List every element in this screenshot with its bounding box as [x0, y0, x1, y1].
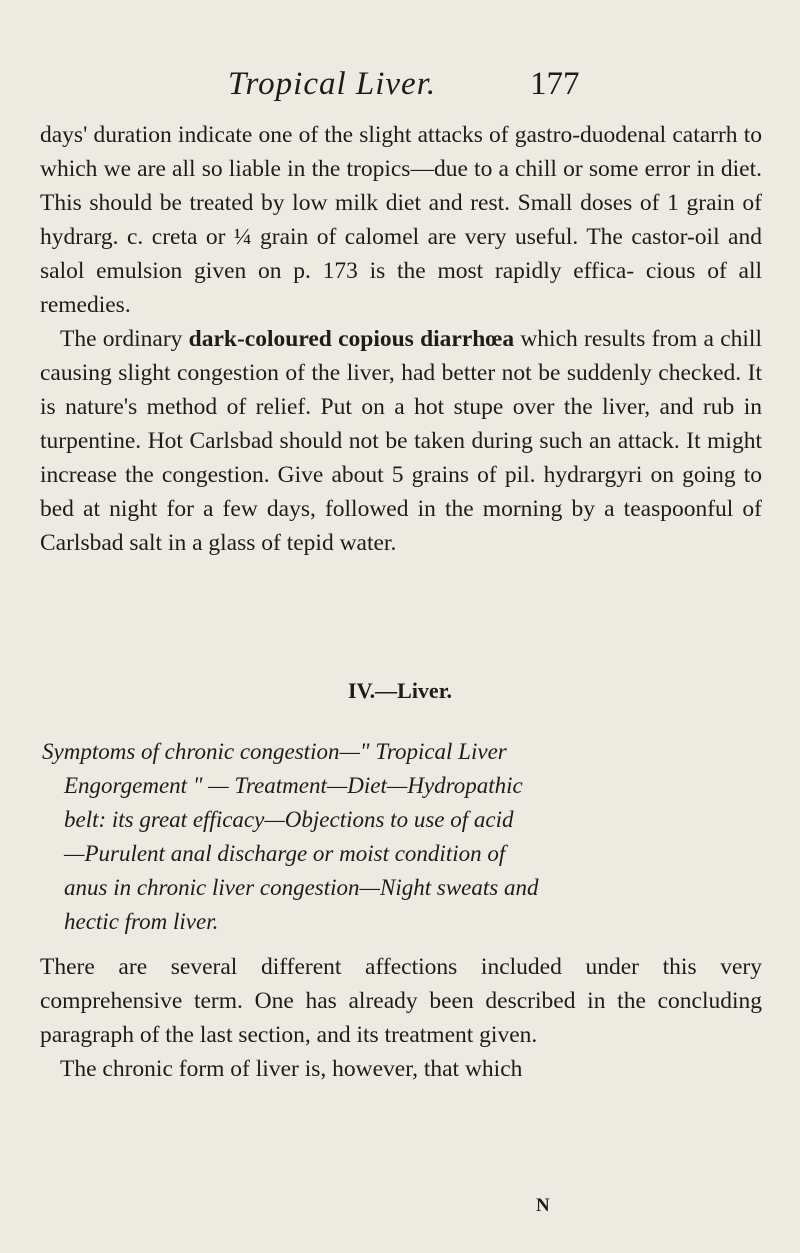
paragraph-4: The chronic form of liver is, however, that which — [60, 1056, 523, 1082]
synopsis-line: belt: its great efficacy—Objections to use of acid — [64, 807, 514, 832]
paragraph-1: days' duration indicate one of the slight attacks of gastro-duodenal catarrh to which we are all so liable in the tropics—due to a chill or some error in diet. This should be treated by low milk diet and rest. Small doses of 1 grain of hydrarg. c. creta or ¼ grain of calomel are very useful. The castor-oil and salol emulsion given on p. 173 is the most rapidly effica- cious of all remedies. — [40, 122, 762, 318]
section-synopsis — [42, 735, 742, 939]
signature-mark: N — [536, 1195, 550, 1216]
running-title: Tropical Liver. — [228, 66, 437, 102]
paragraph-3: There are several different affections included under this very comprehensive term. One has already been described in the concluding paragraph of the last section, and its treatment given. — [40, 954, 762, 1048]
synopsis-line: Symptoms of chronic congestion—" Tropical Liver — [42, 739, 507, 764]
synopsis-line: anus in chronic liver congestion—Night sweats and — [64, 875, 539, 900]
paragraph-2-lead: The ordinary — [60, 326, 183, 352]
page-header — [0, 66, 800, 116]
synopsis-line: hectic from liver. — [64, 909, 219, 934]
paragraph-2-rest: which results from a chill causing slight congestion of the liver, had better not be suddenly checked. It is nature's method of relief. Put on a hot stupe over the liver, and rub in turpentine. Hot Carlsbad should not be taken during such an attack. It might increase the congestion. Give about 5 grains of pil. hydrargyri on going to bed at night for a few days, followed in the morning by a teaspoonful of Carlsbad salt in a glass of tepid water. — [40, 326, 762, 556]
body-text-upper — [40, 118, 762, 560]
synopsis-line: —Purulent anal discharge or moist condition of — [64, 841, 506, 866]
body-text-lower — [40, 950, 762, 1086]
page-number: 177 — [530, 66, 580, 102]
section-heading: IV.—Liver. — [348, 678, 452, 703]
synopsis-line: Engorgement " — Treatment—Diet—Hydropathic — [64, 773, 523, 798]
paragraph-2 — [40, 322, 762, 560]
paragraph-2-bold: dark-coloured copious diarrhœa — [188, 326, 515, 352]
